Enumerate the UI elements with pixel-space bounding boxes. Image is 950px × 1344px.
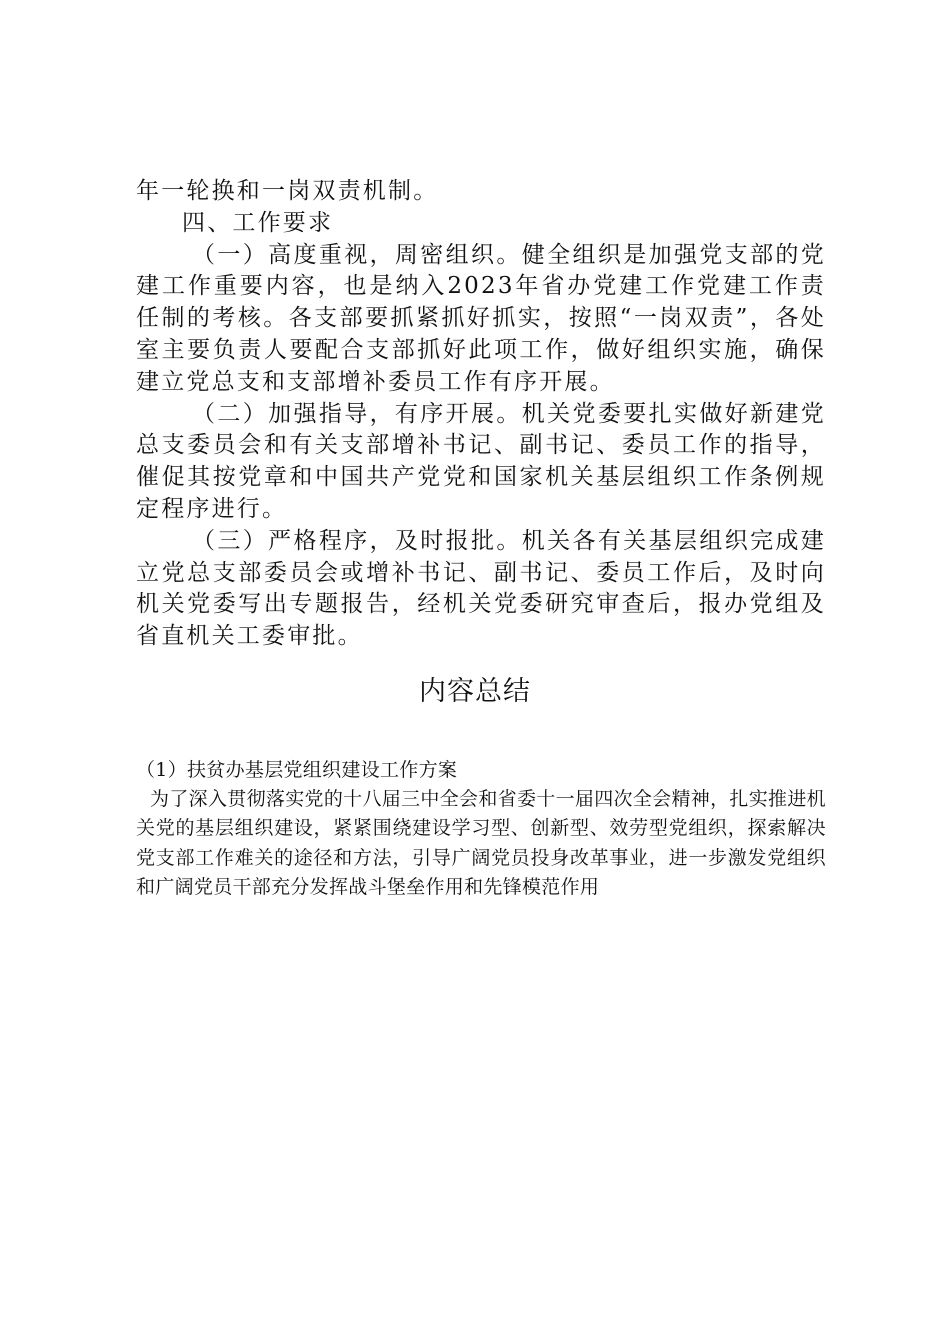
paragraph-continuation: 年一轮换和一岗双责机制。 <box>136 178 439 204</box>
summary-item-heading: （1）扶贫办基层党组织建设工作方案 <box>136 759 458 781</box>
paragraph-requirement-2: （二）加强指导，有序开展。机关党委要扎实做好新建党总支委员会和有关支部增补书记、副书记、委员工作的指导，催促其按党章和中国共产党党和国家机关基层组织工作条例规定程序进行。 <box>136 400 826 522</box>
summary-section <box>136 756 826 902</box>
section-heading-work-requirements: 四、工作要求 <box>182 209 334 236</box>
paragraph-requirement-1: （一）高度重视，周密组织。健全组织是加强党支部的党建工作重要内容，也是纳入2023年省办党建工作党建工作责任制的考核。各支部要抓紧抓好抓实，按照“一岗双责”，各处室主要负责人要配合支部抓好此项工作，做好组织实施，确保建立党总支和支部增补委员工作有序开展。 <box>136 241 826 395</box>
summary-title: 内容总结 <box>419 676 531 707</box>
paragraph-requirement-3: （三）严格程序，及时报批。机关各有关基层组织完成建立党总支部委员会或增补书记、副书记、委员工作后，及时向机关党委写出专题报告，经机关党委研究审查后，报办党组及省直机关工委审批。 <box>136 527 826 650</box>
document-body <box>136 176 826 653</box>
summary-item-text: 为了深入贯彻落实党的十八届三中全会和省委十一届四次全会精神，扎实推进机关党的基层组织建设，紧紧围绕建设学习型、创新型、效劳型党组织，探索解决党支部工作难关的途径和方法，引导广阔党员投身改革事业，进一步激发党组织和广阔党员干部充分发挥战斗堡垒作用和先锋模范作用 <box>136 788 826 898</box>
